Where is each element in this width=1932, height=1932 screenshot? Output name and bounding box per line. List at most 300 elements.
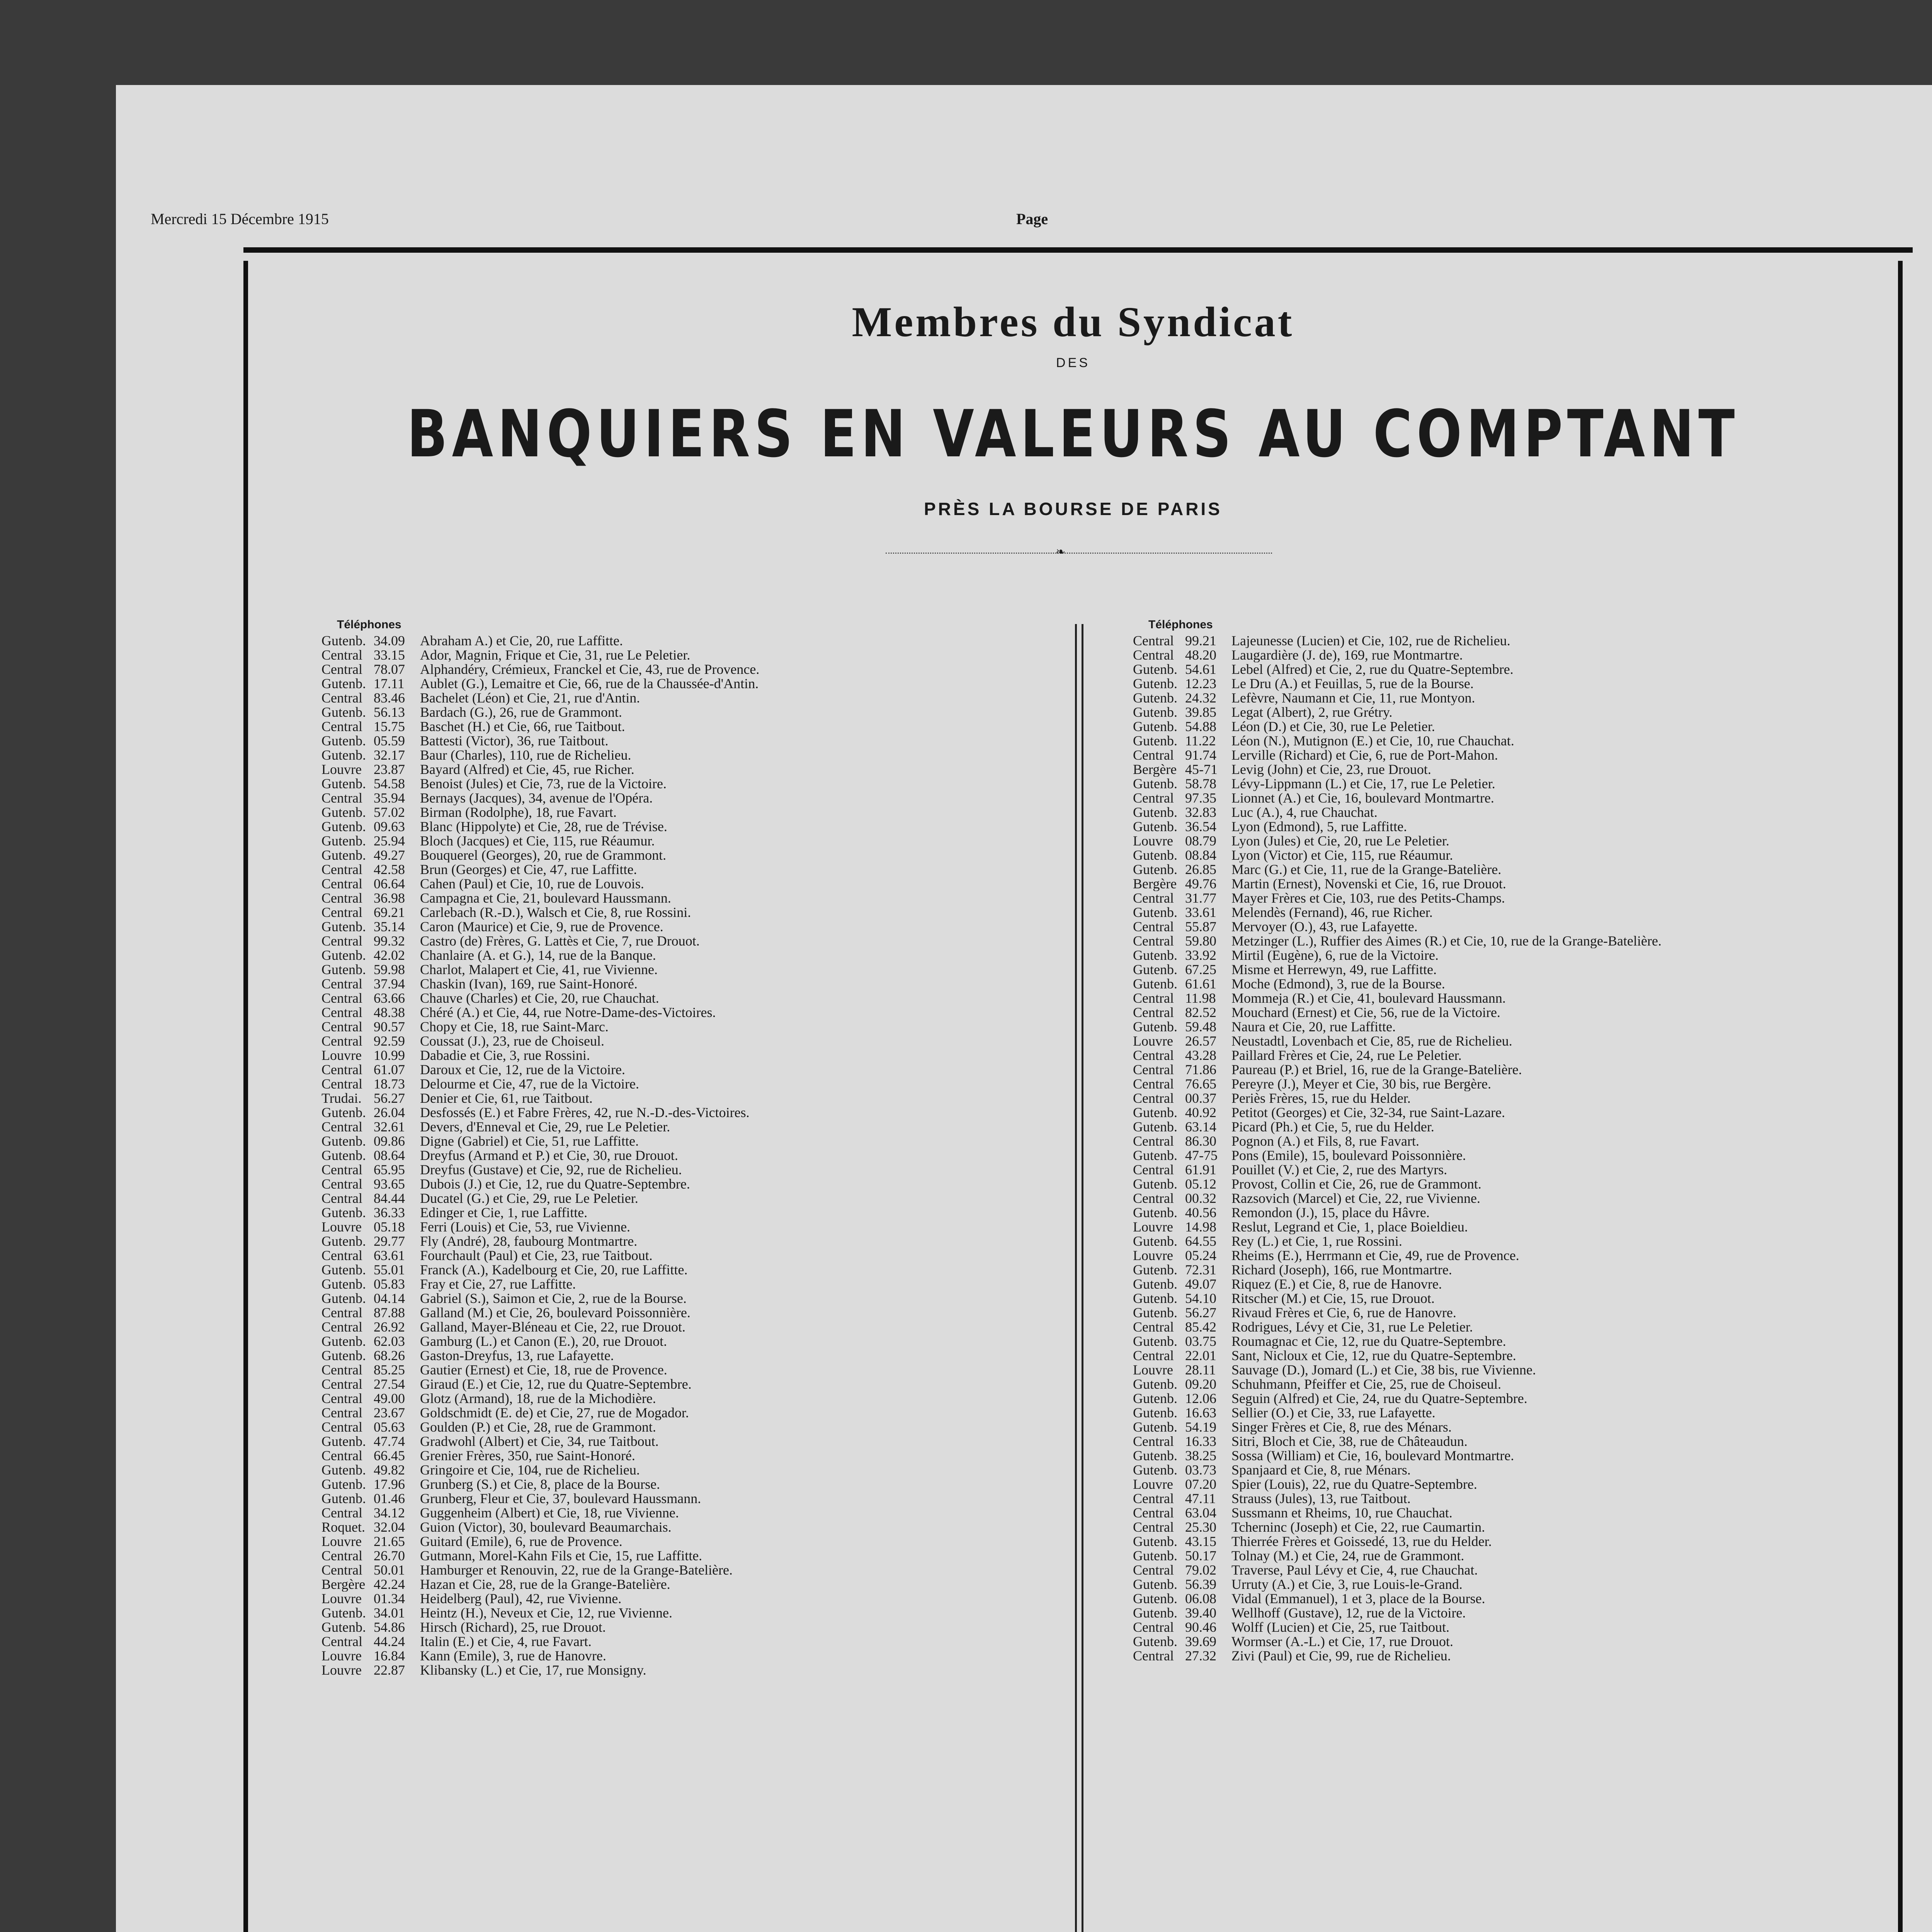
list-item xyxy=(1133,1191,1867,1206)
list-item xyxy=(1133,1377,1867,1391)
member-entry: Petitot (Georges) et Cie, 32-34, rue Saint-Lazare. xyxy=(1231,1105,1505,1120)
exchange-name: Central xyxy=(321,1377,362,1391)
member-entry: Rheims (E.), Herrmann et Cie, 49, rue de Provence. xyxy=(1231,1248,1519,1263)
member-entry: Chanlaire (A. et G.), 14, rue de la Banque. xyxy=(420,948,656,963)
exchange-name: Central xyxy=(1133,1005,1174,1020)
list-item xyxy=(321,1220,1056,1234)
list-item xyxy=(1133,1506,1867,1520)
phone-number: 54.86 xyxy=(374,1620,405,1634)
exchange-name: Gutenb. xyxy=(321,1263,366,1277)
exchange-name: Louvre xyxy=(321,1534,362,1549)
list-item xyxy=(321,1334,1056,1349)
list-item xyxy=(321,1434,1056,1449)
phone-number: 64.55 xyxy=(1185,1234,1216,1248)
list-item xyxy=(321,1105,1056,1120)
exchange-name: Gutenb. xyxy=(321,1463,366,1477)
member-entry: Fourchault (Paul) et Cie, 23, rue Taitbout. xyxy=(420,1248,653,1263)
member-entry: Guitard (Emile), 6, rue de Provence. xyxy=(420,1534,622,1549)
list-item xyxy=(1133,1248,1867,1263)
exchange-name: Gutenb. xyxy=(1133,820,1177,834)
issue-date: Mercredi 15 Décembre 1915 xyxy=(151,210,329,228)
list-item xyxy=(1133,1177,1867,1191)
exchange-name: Gutenb. xyxy=(1133,1120,1177,1134)
phone-number: 56.27 xyxy=(1185,1306,1216,1320)
member-entry: Gaston-Dreyfus, 13, rue Lafayette. xyxy=(420,1349,614,1363)
member-entry: Picard (Ph.) et Cie, 5, rue du Helder. xyxy=(1231,1120,1434,1134)
member-entry: Ador, Magnin, Frique et Cie, 31, rue Le Peletier. xyxy=(420,648,690,662)
exchange-name: Gutenb. xyxy=(321,1349,366,1363)
list-item xyxy=(321,1377,1056,1391)
exchange-name: Central xyxy=(1133,1048,1174,1063)
exchange-name: Gutenb. xyxy=(321,748,366,762)
member-entry: Dubois (J.) et Cie, 12, rue du Quatre-Septembre. xyxy=(420,1177,690,1191)
member-entry: Gutmann, Morel-Kahn Fils et Cie, 15, rue Laffitte. xyxy=(420,1549,702,1563)
exchange-name: Central xyxy=(1133,791,1174,805)
member-entry: Sitri, Bloch et Cie, 38, rue de Châteaudun. xyxy=(1231,1434,1468,1449)
list-item xyxy=(1133,1349,1867,1363)
telephones-label: Téléphones xyxy=(337,618,401,631)
title-des: DES xyxy=(1056,355,1090,370)
exchange-name: Gutenb. xyxy=(321,1277,366,1291)
list-item xyxy=(321,1391,1056,1406)
member-entry: Le Dru (A.) et Feuillas, 5, rue de la Bourse. xyxy=(1231,677,1474,691)
member-entry: Hirsch (Richard), 25, rue Drouot. xyxy=(420,1620,606,1634)
list-item xyxy=(1133,1034,1867,1048)
exchange-name: Gutenb. xyxy=(321,1291,366,1306)
exchange-name: Central xyxy=(1133,1320,1174,1334)
list-item xyxy=(321,662,1056,677)
list-item xyxy=(1133,1391,1867,1406)
list-item xyxy=(1133,977,1867,991)
member-entry: Blanc (Hippolyte) et Cie, 28, rue de Trévise. xyxy=(420,820,667,834)
phone-number: 12.23 xyxy=(1185,677,1216,691)
member-entry: Bloch (Jacques) et Cie, 115, rue Réaumur. xyxy=(420,834,655,848)
phone-number: 69.21 xyxy=(374,905,405,920)
list-item xyxy=(321,805,1056,820)
list-item xyxy=(321,1520,1056,1534)
list-item xyxy=(321,1592,1056,1606)
list-item xyxy=(1133,1105,1867,1120)
list-item xyxy=(321,1234,1056,1248)
list-item xyxy=(1133,691,1867,705)
member-entry: Rivaud Frères et Cie, 6, rue de Hanovre. xyxy=(1231,1306,1456,1320)
list-item xyxy=(321,862,1056,877)
member-entry: Sellier (O.) et Cie, 33, rue Lafayette. xyxy=(1231,1406,1435,1420)
phone-number: 42.58 xyxy=(374,862,405,877)
exchange-name: Central xyxy=(321,1077,362,1091)
member-entry: Dabadie et Cie, 3, rue Rossini. xyxy=(420,1048,590,1063)
phone-number: 03.75 xyxy=(1185,1334,1216,1349)
exchange-name: Central xyxy=(321,1549,362,1563)
exchange-name: Central xyxy=(321,1034,362,1048)
exchange-name: Bergère xyxy=(1133,762,1177,777)
exchange-name: Gutenb. xyxy=(1133,1634,1177,1649)
phone-number: 61.91 xyxy=(1185,1163,1216,1177)
exchange-name: Central xyxy=(1133,891,1174,905)
list-item xyxy=(321,848,1056,862)
phone-number: 06.64 xyxy=(374,877,405,891)
member-entry: Caron (Maurice) et Cie, 9, rue de Provence. xyxy=(420,920,663,934)
member-entry: Naura et Cie, 20, rue Laffitte. xyxy=(1231,1020,1396,1034)
member-entry: Castro (de) Frères, G. Lattès et Cie, 7, rue Drouot. xyxy=(420,934,700,948)
phone-number: 79.02 xyxy=(1185,1563,1216,1577)
list-item xyxy=(1133,648,1867,662)
member-entry: Coussat (J.), 23, rue de Choiseul. xyxy=(420,1034,604,1048)
member-entry: Mirtil (Eugène), 6, rue de la Victoire. xyxy=(1231,948,1439,963)
member-entry: Urruty (A.) et Cie, 3, rue Louis-le-Grand. xyxy=(1231,1577,1463,1592)
phone-number: 49.76 xyxy=(1185,877,1216,891)
page-header xyxy=(151,205,1909,228)
phone-number: 16.84 xyxy=(374,1649,405,1663)
list-item xyxy=(1133,905,1867,920)
list-item xyxy=(321,1005,1056,1020)
exchange-name: Gutenb. xyxy=(1133,1234,1177,1248)
phone-number: 11.22 xyxy=(1185,734,1216,748)
member-entry: Chéré (A.) et Cie, 44, rue Notre-Dame-des-Victoires. xyxy=(420,1005,716,1020)
list-item xyxy=(1133,1534,1867,1549)
phone-number: 59.80 xyxy=(1185,934,1216,948)
list-item xyxy=(321,934,1056,948)
exchange-name: Gutenb. xyxy=(321,1434,366,1449)
list-item xyxy=(1133,1492,1867,1506)
list-item xyxy=(321,834,1056,848)
exchange-name: Central xyxy=(1133,991,1174,1005)
exchange-name: Gutenb. xyxy=(1133,948,1177,963)
exchange-name: Gutenb. xyxy=(321,948,366,963)
list-item xyxy=(321,991,1056,1005)
member-entry: Mouchard (Ernest) et Cie, 56, rue de la Victoire. xyxy=(1231,1005,1500,1020)
exchange-name: Gutenb. xyxy=(321,1492,366,1506)
phone-number: 49.00 xyxy=(374,1391,405,1406)
member-entry: Grenier Frères, 350, rue Saint-Honoré. xyxy=(420,1449,635,1463)
exchange-name: Gutenb. xyxy=(1133,1291,1177,1306)
exchange-name: Gutenb. xyxy=(1133,1148,1177,1163)
list-item xyxy=(1133,719,1867,734)
member-entry: Léon (D.) et Cie, 30, rue Le Peletier. xyxy=(1231,719,1435,734)
member-entry: Riquez (E.) et Cie, 8, rue de Hanovre. xyxy=(1231,1277,1442,1291)
phone-number: 48.38 xyxy=(374,1005,405,1020)
phone-number: 39.85 xyxy=(1185,705,1216,719)
list-item xyxy=(321,1606,1056,1620)
exchange-name: Central xyxy=(321,691,362,705)
phone-number: 34.09 xyxy=(374,634,405,648)
exchange-name: Gutenb. xyxy=(321,1334,366,1349)
phone-number: 23.67 xyxy=(374,1406,405,1420)
phone-number: 31.77 xyxy=(1185,891,1216,905)
phone-number: 59.98 xyxy=(374,963,405,977)
member-entry: Sossa (William) et Cie, 16, boulevard Montmartre. xyxy=(1231,1449,1514,1463)
list-item xyxy=(321,1191,1056,1206)
exchange-name: Central xyxy=(321,1191,362,1206)
phone-number: 39.69 xyxy=(1185,1634,1216,1649)
phone-number: 33.92 xyxy=(1185,948,1216,963)
list-item xyxy=(1133,1406,1867,1420)
exchange-name: Central xyxy=(321,877,362,891)
list-item xyxy=(1133,777,1867,791)
exchange-name: Gutenb. xyxy=(1133,705,1177,719)
list-item xyxy=(321,634,1056,648)
member-entry: Neustadtl, Lovenbach et Cie, 85, rue de Richelieu. xyxy=(1231,1034,1512,1048)
list-item xyxy=(321,1449,1056,1463)
exchange-name: Central xyxy=(321,977,362,991)
member-entry: Ferri (Louis) et Cie, 53, rue Vivienne. xyxy=(420,1220,631,1234)
phone-number: 05.12 xyxy=(1185,1177,1216,1191)
member-entry: Tolnay (M.) et Cie, 24, rue de Grammont. xyxy=(1231,1549,1464,1563)
phone-number: 26.70 xyxy=(374,1549,405,1563)
exchange-name: Central xyxy=(321,662,362,677)
list-item xyxy=(1133,877,1867,891)
member-entry: Strauss (Jules), 13, rue Taitbout. xyxy=(1231,1492,1411,1506)
list-item xyxy=(1133,1206,1867,1220)
member-entry: Fly (André), 28, faubourg Montmartre. xyxy=(420,1234,638,1248)
member-entry: Seguin (Alfred) et Cie, 24, rue du Quatre-Septembre. xyxy=(1231,1391,1527,1406)
list-item xyxy=(321,1463,1056,1477)
member-entry: Hazan et Cie, 28, rue de la Grange-Batelière. xyxy=(420,1577,670,1592)
exchange-name: Gutenb. xyxy=(321,634,366,648)
list-item xyxy=(321,1291,1056,1306)
list-item xyxy=(321,920,1056,934)
member-entry: Razsovich (Marcel) et Cie, 22, rue Vivienne. xyxy=(1231,1191,1480,1206)
page-label: Page xyxy=(1016,210,1048,228)
member-entry: Sant, Nicloux et Cie, 12, rue du Quatre-Septembre. xyxy=(1231,1349,1516,1363)
list-item xyxy=(321,1020,1056,1034)
phone-number: 38.25 xyxy=(1185,1449,1216,1463)
member-entry: Gamburg (L.) et Canon (E.), 20, rue Drouot. xyxy=(420,1334,667,1349)
exchange-name: Central xyxy=(1133,748,1174,762)
exchange-name: Gutenb. xyxy=(321,1606,366,1620)
member-entry: Legat (Albert), 2, rue Grétry. xyxy=(1231,705,1393,719)
list-item xyxy=(1133,820,1867,834)
member-entry: Lévy-Lippmann (L.) et Cie, 17, rue Le Peletier. xyxy=(1231,777,1495,791)
phone-number: 91.74 xyxy=(1185,748,1216,762)
exchange-name: Gutenb. xyxy=(1133,1177,1177,1191)
phone-number: 18.73 xyxy=(374,1077,405,1091)
member-entry: Goulden (P.) et Cie, 28, rue de Grammont. xyxy=(420,1420,656,1434)
member-entry: Sussmann et Rheims, 10, rue Chauchat. xyxy=(1231,1506,1452,1520)
phone-number: 03.73 xyxy=(1185,1463,1216,1477)
phone-number: 66.45 xyxy=(374,1449,405,1463)
exchange-name: Central xyxy=(321,1306,362,1320)
phone-number: 44.24 xyxy=(374,1634,405,1649)
telephones-label: Téléphones xyxy=(1148,618,1213,631)
phone-number: 99.32 xyxy=(374,934,405,948)
exchange-name: Central xyxy=(1133,920,1174,934)
exchange-name: Louvre xyxy=(321,1048,362,1063)
member-entry: Moche (Edmond), 3, rue de la Bourse. xyxy=(1231,977,1445,991)
phone-number: 05.83 xyxy=(374,1277,405,1291)
list-item xyxy=(1133,1320,1867,1334)
phone-number: 56.27 xyxy=(374,1091,405,1105)
member-entry: Bayard (Alfred) et Cie, 45, rue Richer. xyxy=(420,762,634,777)
member-entry: Digne (Gabriel) et Cie, 51, rue Laffitte. xyxy=(420,1134,639,1148)
list-item xyxy=(1133,963,1867,977)
member-entry: Glotz (Armand), 18, rue de la Michodière. xyxy=(420,1391,656,1406)
exchange-name: Central xyxy=(1133,1620,1174,1634)
member-entry: Gringoire et Cie, 104, rue de Richelieu. xyxy=(420,1463,640,1477)
list-item xyxy=(1133,791,1867,805)
exchange-name: Central xyxy=(321,1120,362,1134)
list-item xyxy=(321,1477,1056,1492)
member-entry: Pons (Emile), 15, boulevard Poissonnière. xyxy=(1231,1148,1466,1163)
phone-number: 04.14 xyxy=(374,1291,405,1306)
phone-number: 25.94 xyxy=(374,834,405,848)
phone-number: 36.54 xyxy=(1185,820,1216,834)
list-item xyxy=(1133,1148,1867,1163)
member-entry: Chaskin (Ivan), 169, rue Saint-Honoré. xyxy=(420,977,638,991)
phone-number: 40.56 xyxy=(1185,1206,1216,1220)
phone-number: 29.77 xyxy=(374,1234,405,1248)
exchange-name: Central xyxy=(321,891,362,905)
exchange-name: Gutenb. xyxy=(321,1134,366,1148)
member-entry: Fray et Cie, 27, rue Laffitte. xyxy=(420,1277,576,1291)
member-entry: Abraham A.) et Cie, 20, rue Laffitte. xyxy=(420,634,623,648)
member-entry: Melendès (Fernand), 46, rue Richer. xyxy=(1231,905,1433,920)
list-item xyxy=(1133,1577,1867,1592)
exchange-name: Louvre xyxy=(321,1592,362,1606)
phone-number: 00.32 xyxy=(1185,1191,1216,1206)
list-item xyxy=(321,877,1056,891)
exchange-name: Gutenb. xyxy=(321,734,366,748)
member-entry: Franck (A.), Kadelbourg et Cie, 20, rue Laffitte. xyxy=(420,1263,688,1277)
phone-number: 24.32 xyxy=(1185,691,1216,705)
exchange-name: Central xyxy=(321,1248,362,1263)
phone-number: 76.65 xyxy=(1185,1077,1216,1091)
phone-number: 39.40 xyxy=(1185,1606,1216,1620)
member-entry: Bardach (G.), 26, rue de Grammont. xyxy=(420,705,622,719)
phone-number: 45-71 xyxy=(1185,762,1218,777)
exchange-name: Central xyxy=(1133,1349,1174,1363)
member-entry: Dreyfus (Armand et P.) et Cie, 30, rue Drouot. xyxy=(420,1148,678,1163)
list-item xyxy=(321,691,1056,705)
phone-number: 32.83 xyxy=(1185,805,1216,820)
list-item xyxy=(1133,1063,1867,1077)
list-item xyxy=(1133,1334,1867,1349)
exchange-name: Gutenb. xyxy=(1133,777,1177,791)
member-entry: Levig (John) et Cie, 23, rue Drouot. xyxy=(1231,762,1431,777)
member-entry: Gabriel (S.), Saimon et Cie, 2, rue de la Bourse. xyxy=(420,1291,687,1306)
phone-number: 49.07 xyxy=(1185,1277,1216,1291)
exchange-name: Gutenb. xyxy=(321,1206,366,1220)
title-bourse: PRÈS LA BOURSE DE PARIS xyxy=(924,499,1222,519)
member-entry: Bernays (Jacques), 34, avenue de l'Opéra. xyxy=(420,791,653,805)
phone-number: 09.86 xyxy=(374,1134,405,1148)
member-entry: Lionnet (A.) et Cie, 16, boulevard Montmartre. xyxy=(1231,791,1494,805)
list-item xyxy=(321,1134,1056,1148)
list-item xyxy=(321,820,1056,834)
exchange-name: Gutenb. xyxy=(1133,1105,1177,1120)
member-entry: Chopy et Cie, 18, rue Saint-Marc. xyxy=(420,1020,609,1034)
member-entry: Thierrée Frères et Goissedé, 13, rue du Helder. xyxy=(1231,1534,1492,1549)
phone-number: 33.15 xyxy=(374,648,405,662)
list-item xyxy=(1133,1620,1867,1634)
list-item xyxy=(1133,1606,1867,1620)
list-item xyxy=(1133,920,1867,934)
phone-number: 26.57 xyxy=(1185,1034,1216,1048)
exchange-name: Gutenb. xyxy=(1133,905,1177,920)
member-entry: Lajeunesse (Lucien) et Cie, 102, rue de Richelieu. xyxy=(1231,634,1510,648)
exchange-name: Central xyxy=(321,1406,362,1420)
exchange-name: Gutenb. xyxy=(1133,1420,1177,1434)
list-item xyxy=(321,1406,1056,1420)
list-item xyxy=(321,748,1056,762)
list-item xyxy=(321,891,1056,905)
phone-number: 08.84 xyxy=(1185,848,1216,862)
list-item xyxy=(1133,1005,1867,1020)
phone-number: 68.26 xyxy=(374,1349,405,1363)
list-item xyxy=(1133,677,1867,691)
member-entry: Grunberg (S.) et Cie, 8, place de la Bourse. xyxy=(420,1477,660,1492)
member-entry: Paureau (P.) et Briel, 16, rue de la Grange-Batelière. xyxy=(1231,1063,1522,1077)
phone-number: 63.61 xyxy=(374,1248,405,1263)
member-entry: Lyon (Edmond), 5, rue Laffitte. xyxy=(1231,820,1407,834)
members-list-left xyxy=(321,618,1056,1677)
exchange-name: Gutenb. xyxy=(1133,862,1177,877)
member-entry: Paillard Frères et Cie, 24, rue Le Peletier. xyxy=(1231,1048,1462,1063)
phone-number: 61.07 xyxy=(374,1063,405,1077)
exchange-name: Louvre xyxy=(1133,1248,1173,1263)
member-entry: Metzinger (L.), Ruffier des Aimes (R.) et Cie, 10, rue de la Grange-Batelière. xyxy=(1231,934,1662,948)
phone-number: 36.98 xyxy=(374,891,405,905)
member-entry: Carlebach (R.-D.), Walsch et Cie, 8, rue Rossini. xyxy=(420,905,691,920)
phone-number: 56.39 xyxy=(1185,1577,1216,1592)
list-item xyxy=(1133,848,1867,862)
member-entry: Lyon (Jules) et Cie, 20, rue Le Peletier. xyxy=(1231,834,1449,848)
phone-number: 57.02 xyxy=(374,805,405,820)
phone-number: 01.46 xyxy=(374,1492,405,1506)
list-item xyxy=(321,1063,1056,1077)
list-item xyxy=(321,1248,1056,1263)
phone-number: 22.87 xyxy=(374,1663,405,1677)
phone-number: 58.78 xyxy=(1185,777,1216,791)
list-item xyxy=(1133,1234,1867,1248)
exchange-name: Central xyxy=(321,1449,362,1463)
list-item xyxy=(1133,1120,1867,1134)
list-item xyxy=(321,719,1056,734)
exchange-name: Central xyxy=(1133,1134,1174,1148)
phone-number: 17.11 xyxy=(374,677,405,691)
list-item xyxy=(1133,634,1867,648)
phone-number: 63.04 xyxy=(1185,1506,1216,1520)
list-item xyxy=(1133,1363,1867,1377)
member-entry: Luc (A.), 4, rue Chauchat. xyxy=(1231,805,1378,820)
phone-number: 55.01 xyxy=(374,1263,405,1277)
member-entry: Remondon (J.), 15, place du Hâvre. xyxy=(1231,1206,1430,1220)
phone-number: 62.03 xyxy=(374,1334,405,1349)
list-item xyxy=(1133,662,1867,677)
list-item xyxy=(321,963,1056,977)
member-entry: Rey (L.) et Cie, 1, rue Rossini. xyxy=(1231,1234,1402,1248)
list-item xyxy=(321,1120,1056,1134)
exchange-name: Central xyxy=(321,905,362,920)
exchange-name: Bergère xyxy=(1133,877,1177,891)
member-entry: Benoist (Jules) et Cie, 73, rue de la Victoire. xyxy=(420,777,667,791)
exchange-name: Gutenb. xyxy=(1133,1592,1177,1606)
exchange-name: Central xyxy=(1133,934,1174,948)
exchange-name: Central xyxy=(1133,1191,1174,1206)
member-entry: Lefèvre, Naumann et Cie, 11, rue Montyon. xyxy=(1231,691,1475,705)
phone-number: 27.54 xyxy=(374,1377,405,1391)
member-entry: Provost, Collin et Cie, 26, rue de Grammont. xyxy=(1231,1177,1481,1191)
exchange-name: Gutenb. xyxy=(321,834,366,848)
ornament-divider: ❧ xyxy=(886,553,1272,558)
list-item xyxy=(321,1048,1056,1063)
exchange-name: Gutenb. xyxy=(1133,805,1177,820)
member-entry: Brun (Georges) et Cie, 47, rue Laffitte. xyxy=(420,862,637,877)
list-item xyxy=(321,777,1056,791)
exchange-name: Louvre xyxy=(1133,834,1173,848)
phone-number: 43.28 xyxy=(1185,1048,1216,1063)
exchange-name: Gutenb. xyxy=(1133,1334,1177,1349)
